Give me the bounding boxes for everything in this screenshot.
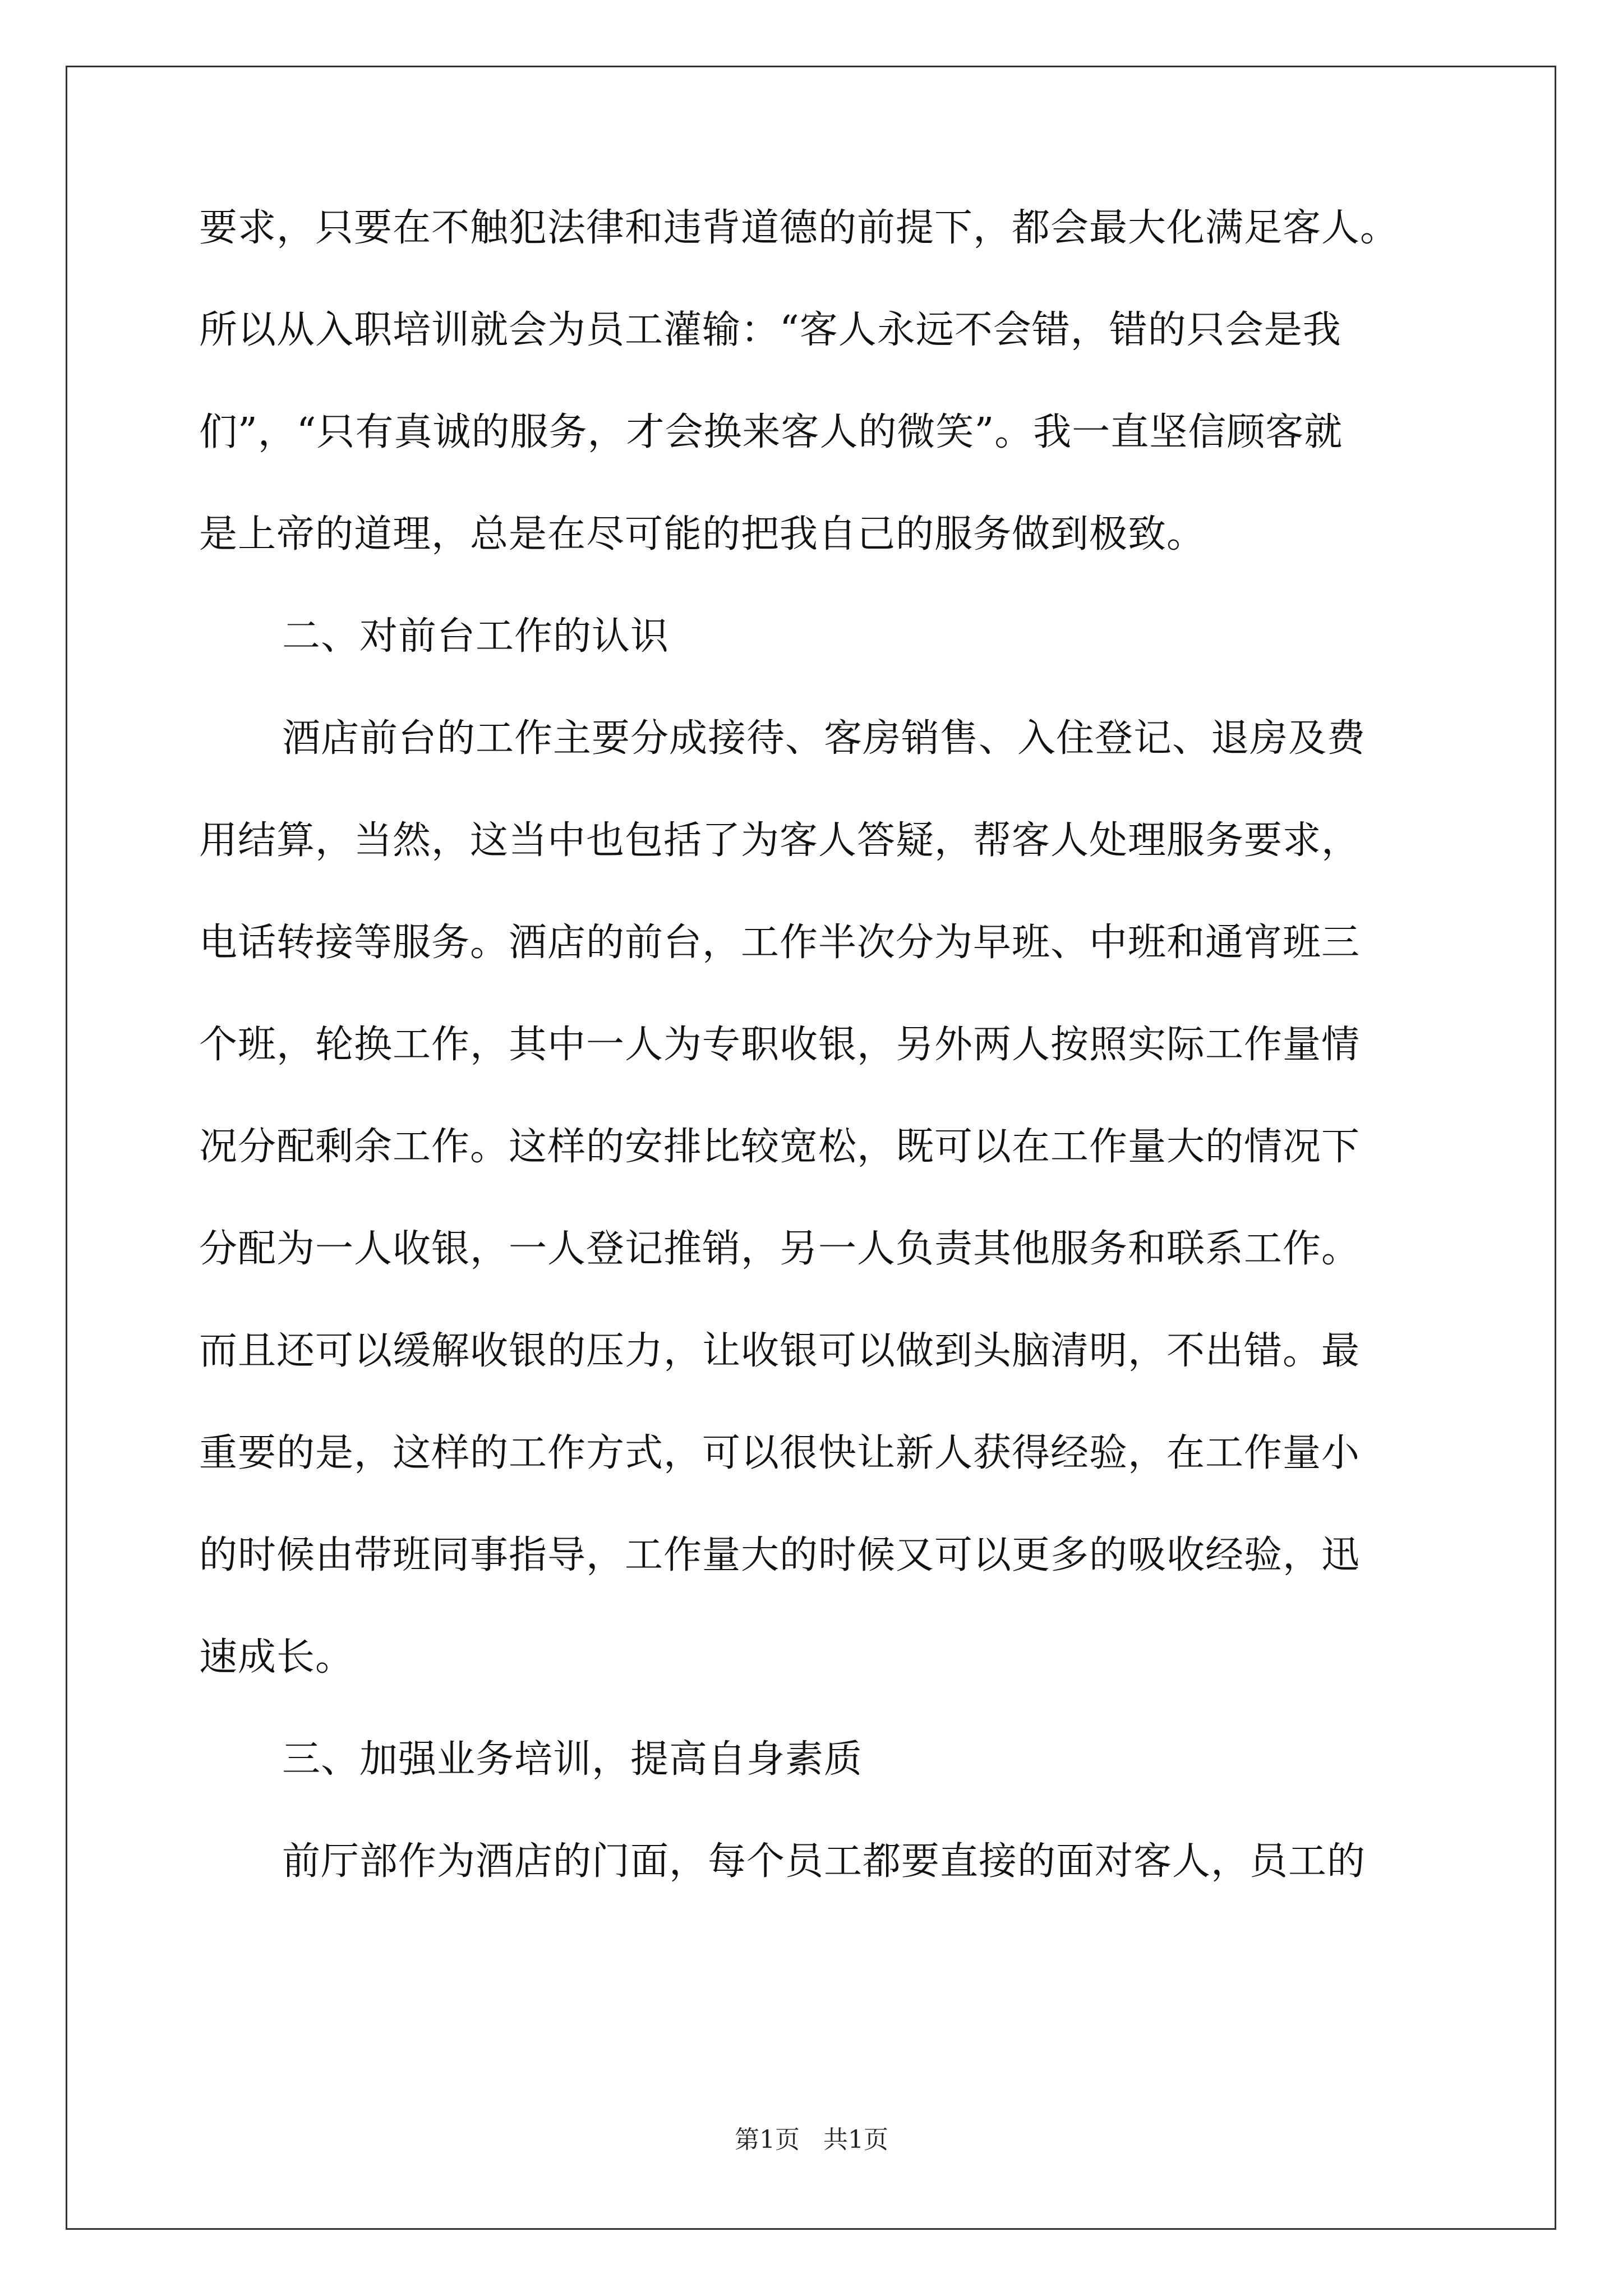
text-line-8: 电话转接等服务。酒店的前台，工作半次分为早班、中班和通宵班三 (199, 921, 1361, 965)
text-line-15: 速成长。 (199, 1635, 354, 1680)
text-line-11: 分配为一人收银，一人登记推销，另一人负责其他服务和联系工作。 (199, 1227, 1361, 1271)
page-footer (0, 2123, 1623, 2157)
text-line-7: 用结算，当然，这当中也包括了为客人答疑，帮客人处理服务要求， (199, 818, 1361, 863)
text-line-6: 酒店前台的工作主要分成接待、客房销售、入住登记、退房及费 (282, 716, 1366, 761)
text-line-9: 个班，轮换工作，其中一人为专职收银，另外两人按照实际工作量情 (199, 1023, 1361, 1067)
text-line-3: 们”，“只有真诚的服务，才会换来客人的微笑”。我一直坚信顾客就 (199, 410, 1343, 454)
text-line-17: 前厅部作为酒店的门面，每个员工都要直接的面对客人，员工的 (282, 1839, 1366, 1884)
text-line-13: 重要的是，这样的工作方式，可以很快让新人获得经验，在工作量小 (199, 1431, 1361, 1475)
text-line-4: 是上帝的道理，总是在尽可能的把我自己的服务做到极致。 (199, 512, 1206, 556)
page-number: 第1页 (735, 2125, 800, 2154)
section-heading-3: 三、加强业务培训，提高自身素质 (282, 1737, 863, 1782)
page-total: 共1页 (823, 2125, 888, 2154)
text-line-14: 的时候由带班同事指导，工作量大的时候又可以更多的吸收经验，迅 (199, 1533, 1361, 1577)
text-line-10: 况分配剩余工作。这样的安排比较宽松，既可以在工作量大的情况下 (199, 1125, 1361, 1169)
section-heading-2: 二、对前台工作的认识 (282, 614, 670, 659)
text-line-2: 所以从入职培训就会为员工灌输：“客人永远不会错，错的只会是我 (199, 308, 1341, 352)
text-line-1: 要求，只要在不触犯法律和违背道德的前提下，都会最大化满足客人。 (199, 206, 1399, 250)
footer-gap (800, 2125, 823, 2154)
text-line-12: 而且还可以缓解收银的压力，让收银可以做到头脑清明，不出错。最 (199, 1329, 1361, 1373)
